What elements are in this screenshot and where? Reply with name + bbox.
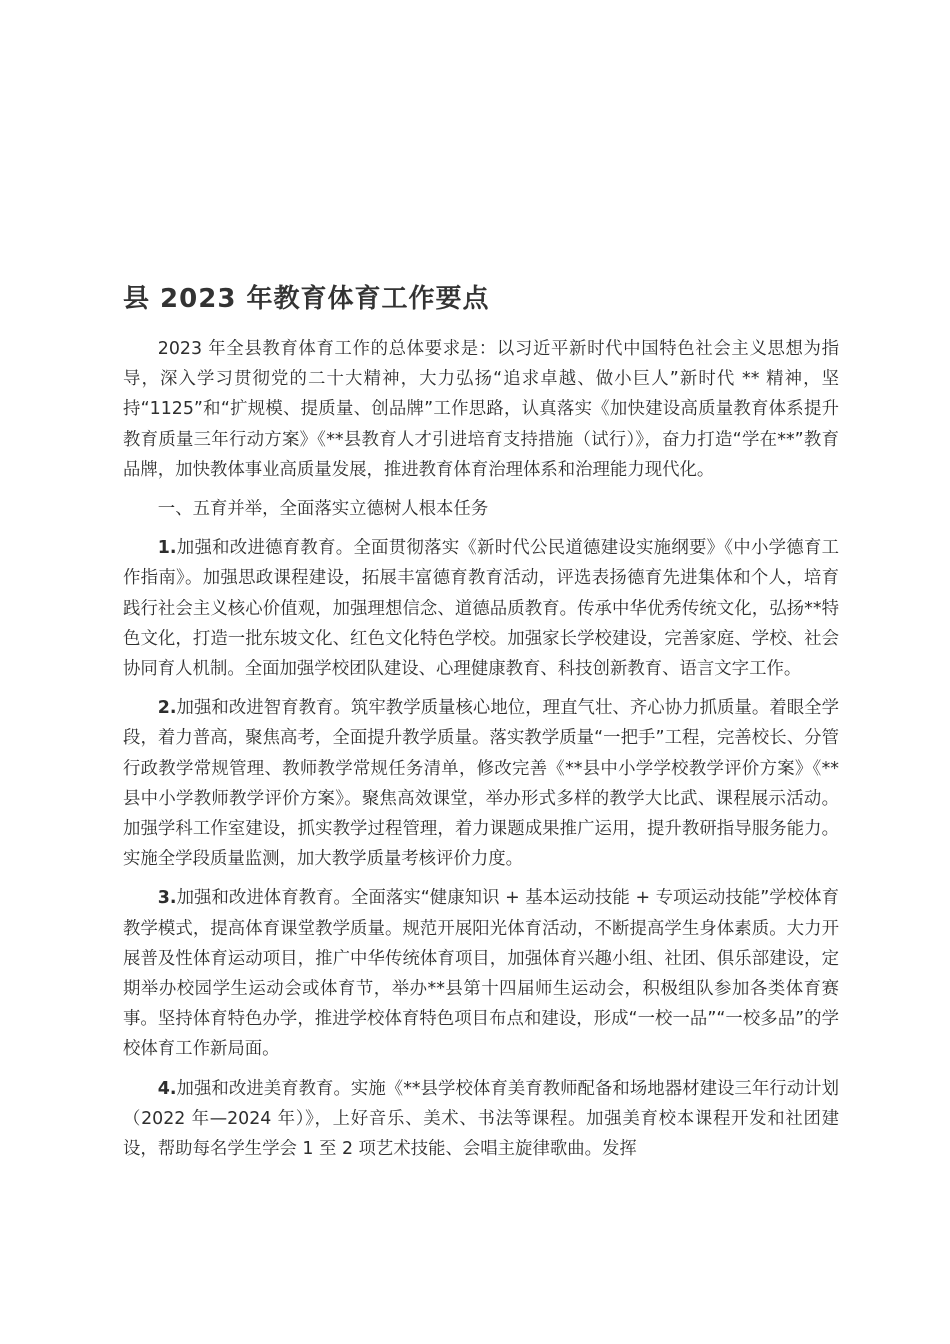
item-text: 加强和改进美育教育。实施《**县学校体育美育教师配备和场地器材建设三年行动计划（2022 年—2024 年）》，上好音乐、美术、书法等课程。加强美育校本课程开发和社团建设，帮助每名学生学会 1 至 2 项艺术技能、会唱主旋律歌曲。发挥 bbox=[123, 1078, 839, 1160]
item-number: 3. bbox=[157, 888, 177, 909]
item-text: 加强和改进智育教育。筑牢教学质量核心地位，理直气壮、齐心协力抓质量。着眼全学段，着力普高，聚焦高考，全面提升教学质量。落实教学质量“一把手”工程，完善校长、分管行政教学常规管理、教师教学常规任务清单，修改完善《**县中小学学校教学评价方案》《**县中小学教师教学评价方案》。聚焦高效课堂，举办形式多样的教学大比武、课程展示活动。加强学科工作室建设，抓实教学过程管理，着力课题成果推广运用，提升教研指导服务能力。实施全学段质量监测，加大教学质量考核评价力度。 bbox=[123, 698, 839, 870]
item-number: 2. bbox=[157, 698, 177, 719]
section-heading: 一、五育并举，全面落实立德树人根本任务 bbox=[157, 499, 489, 520]
document-title: 县 2023 年教育体育工作要点 bbox=[123, 284, 490, 314]
item-paragraph-4 bbox=[123, 1074, 839, 1165]
item-text: 加强和改进德育教育。全面贯彻落实《新时代公民道德建设实施纲要》《中小学德育工作指南》。加强思政课程建设，拓展丰富德育教育活动，评选表扬德育先进集体和个人，培育践行社会主义核心价值观，加强理想信念、道德品质教育。传承中华优秀传统文化，弘扬**特色文化，打造一批东坡文化、红色文化特色学校。加强家长学校建设，完善家庭、学校、社会协同育人机制。全面加强学校团队建设、心理健康教育、科技创新教育、语言文字工作。 bbox=[123, 538, 839, 680]
intro-paragraph: 2023 年全县教育体育工作的总体要求是：以习近平新时代中国特色社会主义思想为指导，深入学习贯彻党的二十大精神，大力弘扬“追求卓越、做小巨人”新时代 ** 精神，坚持“1125”和“扩规模、提质量、创品牌”工作思路，认真落实《加快建设高质量教育体系提升教育质量三年行动方案》《**县教育人才引进培育支持措施（试行）》，奋力打造“学在**”教育品牌，加快教体事业高质量发展，推进教育体育治理体系和治理能力现代化。 bbox=[123, 339, 839, 480]
document-body bbox=[123, 334, 839, 1164]
item-number: 1. bbox=[157, 538, 177, 559]
item-paragraph-2 bbox=[123, 693, 839, 874]
item-paragraph-1 bbox=[123, 533, 839, 684]
item-text: 加强和改进体育教育。全面落实“健康知识 + 基本运动技能 + 专项运动技能”学校体育教学模式，提高体育课堂教学质量。规范开展阳光体育活动，不断提高学生身体素质。大力开展普及性体育运动项目，推广中华传统体育项目，加强体育兴趣小组、社团、俱乐部建设，定期举办校园学生运动会或体育节，举办**县第十四届师生运动会，积极组队参加各类体育赛事。坚持体育特色办学，推进学校体育特色项目布点和建设，形成“一校一品”“一校多品”的学校体育工作新局面。 bbox=[123, 888, 839, 1060]
item-number: 4. bbox=[157, 1078, 177, 1099]
item-paragraph-3 bbox=[123, 883, 839, 1064]
